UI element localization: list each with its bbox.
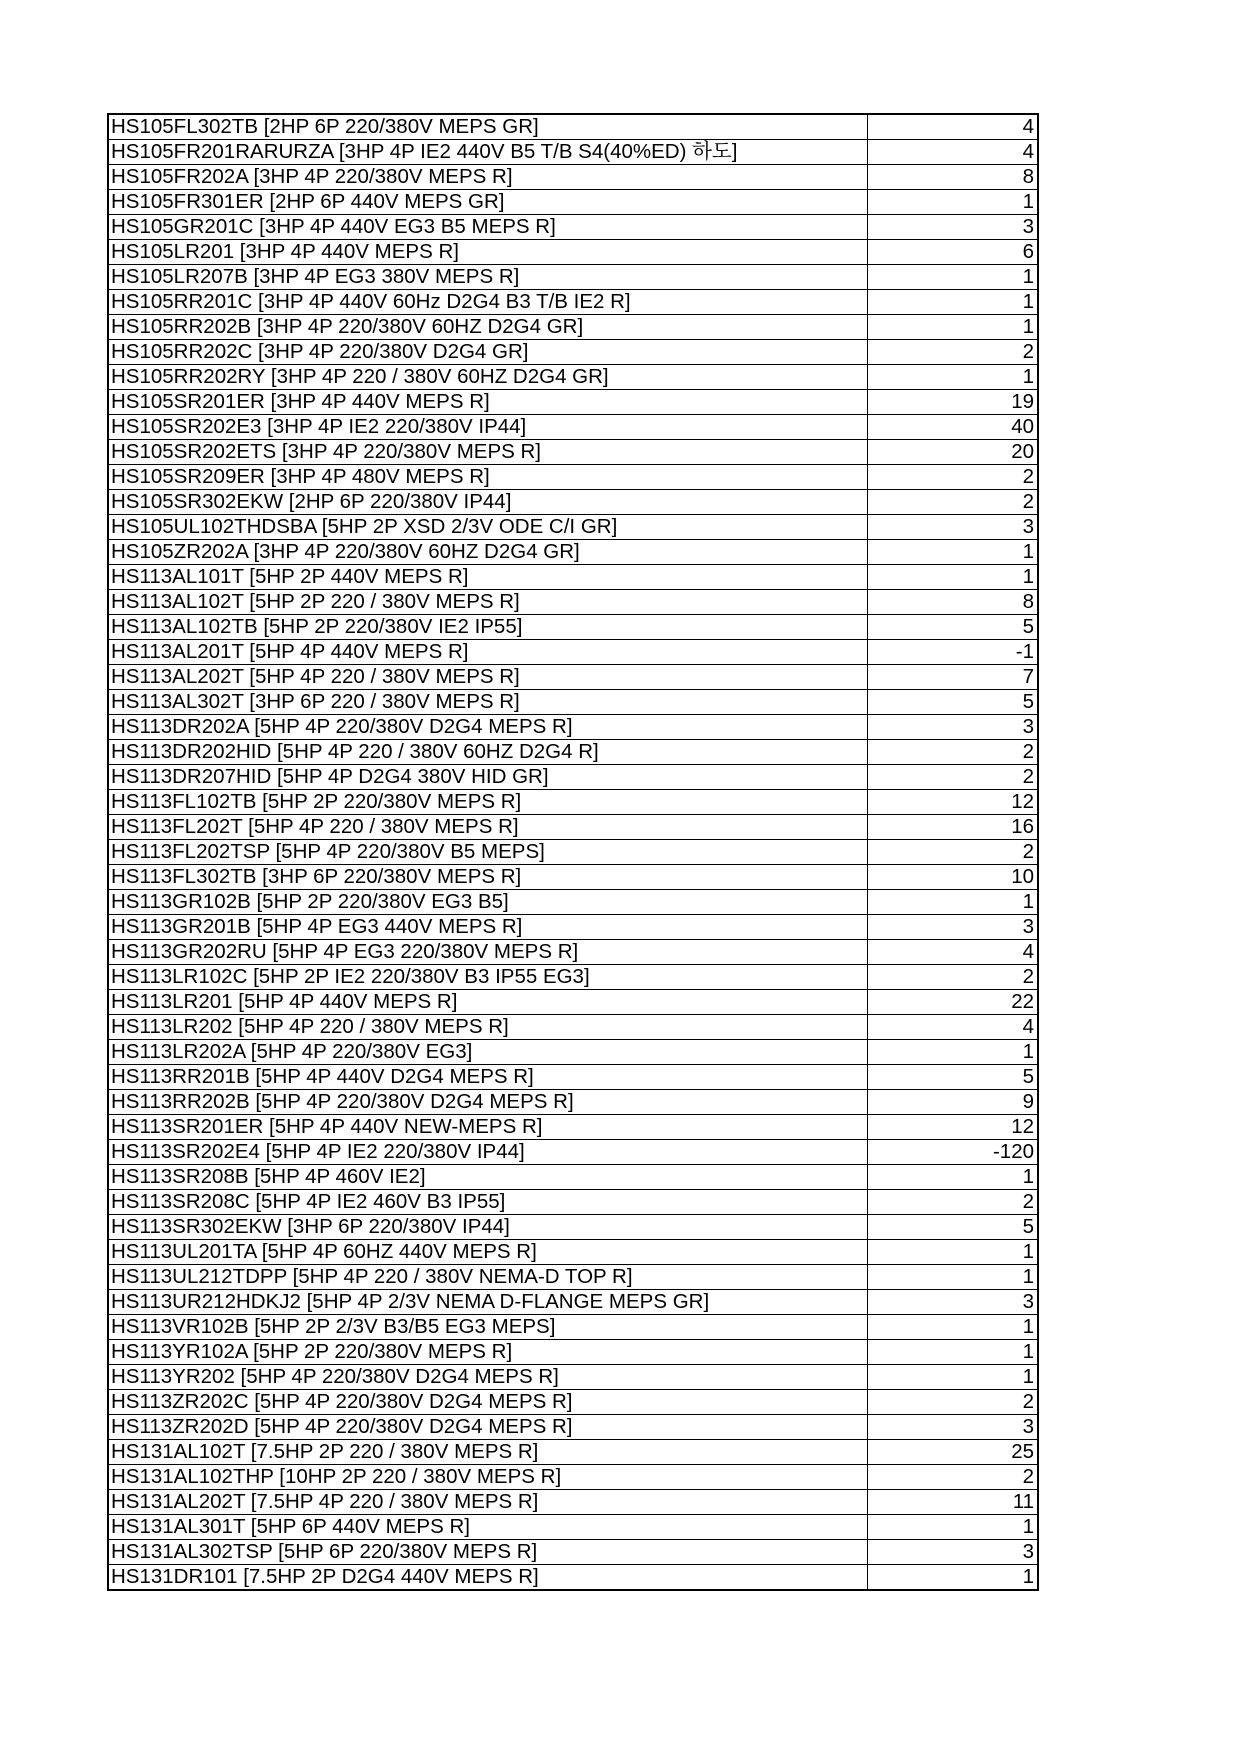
product-description-cell: HS113AL102TB [5HP 2P 220/380V IE2 IP55]	[108, 615, 867, 640]
table-row	[108, 440, 1038, 465]
table-row	[108, 140, 1038, 165]
table-row	[108, 615, 1038, 640]
product-description-cell: HS113RR201B [5HP 4P 440V D2G4 MEPS R]	[108, 1065, 867, 1090]
table-row	[108, 1340, 1038, 1365]
product-description-cell: HS113SR302EKW [3HP 6P 220/380V IP44]	[108, 1215, 867, 1240]
product-description-cell: HS113UL201TA [5HP 4P 60HZ 440V MEPS R]	[108, 1240, 867, 1265]
product-description-cell: HS105SR201ER [3HP 4P 440V MEPS R]	[108, 390, 867, 415]
product-description-cell: HS113LR201 [5HP 4P 440V MEPS R]	[108, 990, 867, 1015]
product-description-cell: HS105LR201 [3HP 4P 440V MEPS R]	[108, 240, 867, 265]
quantity-cell: 20	[867, 440, 1038, 465]
quantity-cell: 1	[867, 1040, 1038, 1065]
product-description-cell: HS105SR202ETS [3HP 4P 220/380V MEPS R]	[108, 440, 867, 465]
table-row	[108, 665, 1038, 690]
quantity-cell: 16	[867, 815, 1038, 840]
product-description-cell: HS131AL301T [5HP 6P 440V MEPS R]	[108, 1515, 867, 1540]
table-row	[108, 415, 1038, 440]
quantity-cell: 1	[867, 265, 1038, 290]
product-description-cell: HS105RR202B [3HP 4P 220/380V 60HZ D2G4 GR]	[108, 315, 867, 340]
quantity-cell: 4	[867, 114, 1038, 140]
table-row	[108, 1490, 1038, 1515]
table-row	[108, 114, 1038, 140]
quantity-cell: 2	[867, 765, 1038, 790]
table-row	[108, 965, 1038, 990]
table-row	[108, 490, 1038, 515]
quantity-cell: 1	[867, 1340, 1038, 1365]
table-row	[108, 1440, 1038, 1465]
product-description-cell: HS105RR202RY [3HP 4P 220 / 380V 60HZ D2G4 GR]	[108, 365, 867, 390]
table-row	[108, 465, 1038, 490]
table-row	[108, 1190, 1038, 1215]
quantity-cell: 3	[867, 215, 1038, 240]
table-row	[108, 1565, 1038, 1591]
table-row	[108, 765, 1038, 790]
table-row	[108, 740, 1038, 765]
table-row	[108, 840, 1038, 865]
quantity-cell: 2	[867, 490, 1038, 515]
table-row	[108, 290, 1038, 315]
product-description-cell: HS105FR201RARURZA [3HP 4P IE2 440V B5 T/B S4(40%ED) 하도]	[108, 140, 867, 165]
quantity-cell: 1	[867, 315, 1038, 340]
inventory-table	[107, 113, 1039, 1591]
product-description-cell: HS113SR201ER [5HP 4P 440V NEW-MEPS R]	[108, 1115, 867, 1140]
product-description-cell: HS105FR202A [3HP 4P 220/380V MEPS R]	[108, 165, 867, 190]
table-row	[108, 190, 1038, 215]
quantity-cell: 9	[867, 1090, 1038, 1115]
table-row	[108, 1140, 1038, 1165]
table-row	[108, 1265, 1038, 1290]
quantity-cell: 10	[867, 865, 1038, 890]
quantity-cell: 40	[867, 415, 1038, 440]
table-row	[108, 1240, 1038, 1265]
product-description-cell: HS113GR202RU [5HP 4P EG3 220/380V MEPS R]	[108, 940, 867, 965]
quantity-cell: 2	[867, 965, 1038, 990]
product-description-cell: HS105RR202C [3HP 4P 220/380V D2G4 GR]	[108, 340, 867, 365]
quantity-cell: 25	[867, 1440, 1038, 1465]
product-description-cell: HS113DR207HID [5HP 4P D2G4 380V HID GR]	[108, 765, 867, 790]
table-row	[108, 565, 1038, 590]
product-description-cell: HS105UL102THDSBA [5HP 2P XSD 2/3V ODE C/I GR]	[108, 515, 867, 540]
quantity-cell: 2	[867, 1390, 1038, 1415]
table-row	[108, 165, 1038, 190]
table-row	[108, 815, 1038, 840]
product-description-cell: HS113SR202E4 [5HP 4P IE2 220/380V IP44]	[108, 1140, 867, 1165]
quantity-cell: 3	[867, 1290, 1038, 1315]
table-row	[108, 1290, 1038, 1315]
quantity-cell: 2	[867, 1465, 1038, 1490]
table-row	[108, 865, 1038, 890]
table-row	[108, 1540, 1038, 1565]
quantity-cell: 3	[867, 1415, 1038, 1440]
quantity-cell: 2	[867, 740, 1038, 765]
quantity-cell: 3	[867, 515, 1038, 540]
table-row	[108, 940, 1038, 965]
table-row	[108, 1415, 1038, 1440]
quantity-cell: 4	[867, 940, 1038, 965]
product-description-cell: HS113GR201B [5HP 4P EG3 440V MEPS R]	[108, 915, 867, 940]
product-description-cell: HS113FL202TSP [5HP 4P 220/380V B5 MEPS]	[108, 840, 867, 865]
table-row	[108, 1215, 1038, 1240]
product-description-cell: HS113LR202 [5HP 4P 220 / 380V MEPS R]	[108, 1015, 867, 1040]
table-row	[108, 990, 1038, 1015]
product-description-cell: HS113DR202HID [5HP 4P 220 / 380V 60HZ D2G4 R]	[108, 740, 867, 765]
product-description-cell: HS113UL212TDPP [5HP 4P 220 / 380V NEMA-D TOP R]	[108, 1265, 867, 1290]
product-description-cell: HS113UR212HDKJ2 [5HP 4P 2/3V NEMA D-FLANGE MEPS GR]	[108, 1290, 867, 1315]
product-description-cell: HS113AL201T [5HP 4P 440V MEPS R]	[108, 640, 867, 665]
product-description-cell: HS113GR102B [5HP 2P 220/380V EG3 B5]	[108, 890, 867, 915]
quantity-cell: 3	[867, 715, 1038, 740]
quantity-cell: 2	[867, 840, 1038, 865]
product-description-cell: HS113RR202B [5HP 4P 220/380V D2G4 MEPS R]	[108, 1090, 867, 1115]
product-description-cell: HS113LR202A [5HP 4P 220/380V EG3]	[108, 1040, 867, 1065]
table-row	[108, 1465, 1038, 1490]
table-row	[108, 315, 1038, 340]
table-row	[108, 540, 1038, 565]
table-row	[108, 265, 1038, 290]
table-row	[108, 590, 1038, 615]
table-row	[108, 690, 1038, 715]
product-description-cell: HS105SR209ER [3HP 4P 480V MEPS R]	[108, 465, 867, 490]
quantity-cell: 1	[867, 1240, 1038, 1265]
quantity-cell: -1	[867, 640, 1038, 665]
quantity-cell: 22	[867, 990, 1038, 1015]
table-row	[108, 1040, 1038, 1065]
product-description-cell: HS105SR202E3 [3HP 4P IE2 220/380V IP44]	[108, 415, 867, 440]
table-row	[108, 515, 1038, 540]
quantity-cell: 1	[867, 1165, 1038, 1190]
product-description-cell: HS105LR207B [3HP 4P EG3 380V MEPS R]	[108, 265, 867, 290]
product-description-cell: HS113ZR202D [5HP 4P 220/380V D2G4 MEPS R]	[108, 1415, 867, 1440]
table-row	[108, 1015, 1038, 1040]
table-row	[108, 390, 1038, 415]
table-row	[108, 340, 1038, 365]
quantity-cell: 5	[867, 1215, 1038, 1240]
quantity-cell: 1	[867, 565, 1038, 590]
table-row	[108, 1065, 1038, 1090]
quantity-cell: 6	[867, 240, 1038, 265]
product-description-cell: HS105FL302TB [2HP 6P 220/380V MEPS GR]	[108, 114, 867, 140]
table-row	[108, 790, 1038, 815]
product-description-cell: HS105GR201C [3HP 4P 440V EG3 B5 MEPS R]	[108, 215, 867, 240]
quantity-cell: 1	[867, 1365, 1038, 1390]
product-description-cell: HS105SR302EKW [2HP 6P 220/380V IP44]	[108, 490, 867, 515]
product-description-cell: HS113SR208C [5HP 4P IE2 460V B3 IP55]	[108, 1190, 867, 1215]
product-description-cell: HS113LR102C [5HP 2P IE2 220/380V B3 IP55 EG3]	[108, 965, 867, 990]
quantity-cell: 2	[867, 340, 1038, 365]
product-description-cell: HS131AL102THP [10HP 2P 220 / 380V MEPS R]	[108, 1465, 867, 1490]
quantity-cell: 5	[867, 690, 1038, 715]
table-row	[108, 1390, 1038, 1415]
table-row	[108, 240, 1038, 265]
quantity-cell: 19	[867, 390, 1038, 415]
product-description-cell: HS105FR301ER [2HP 6P 440V MEPS GR]	[108, 190, 867, 215]
product-description-cell: HS113ZR202C [5HP 4P 220/380V D2G4 MEPS R]	[108, 1390, 867, 1415]
quantity-cell: 2	[867, 465, 1038, 490]
quantity-cell: 1	[867, 290, 1038, 315]
quantity-cell: 1	[867, 540, 1038, 565]
table-row	[108, 1365, 1038, 1390]
table-row	[108, 1115, 1038, 1140]
table-row	[108, 365, 1038, 390]
quantity-cell: 12	[867, 790, 1038, 815]
quantity-cell: 1	[867, 1265, 1038, 1290]
table-row	[108, 215, 1038, 240]
quantity-cell: 4	[867, 1015, 1038, 1040]
table-row	[108, 1090, 1038, 1115]
quantity-cell: 5	[867, 615, 1038, 640]
table-row	[108, 1165, 1038, 1190]
inventory-table-body	[108, 114, 1038, 1590]
quantity-cell: 7	[867, 665, 1038, 690]
quantity-cell: -120	[867, 1140, 1038, 1165]
quantity-cell: 1	[867, 1315, 1038, 1340]
quantity-cell: 11	[867, 1490, 1038, 1515]
product-description-cell: HS105ZR202A [3HP 4P 220/380V 60HZ D2G4 GR]	[108, 540, 867, 565]
product-description-cell: HS105RR201C [3HP 4P 440V 60Hz D2G4 B3 T/B IE2 R]	[108, 290, 867, 315]
product-description-cell: HS113AL302T [3HP 6P 220 / 380V MEPS R]	[108, 690, 867, 715]
quantity-cell: 3	[867, 915, 1038, 940]
quantity-cell: 1	[867, 890, 1038, 915]
quantity-cell: 8	[867, 590, 1038, 615]
quantity-cell: 2	[867, 1190, 1038, 1215]
product-description-cell: HS113YR202 [5HP 4P 220/380V D2G4 MEPS R]	[108, 1365, 867, 1390]
product-description-cell: HS113AL101T [5HP 2P 440V MEPS R]	[108, 565, 867, 590]
table-row	[108, 640, 1038, 665]
quantity-cell: 1	[867, 365, 1038, 390]
product-description-cell: HS113YR102A [5HP 2P 220/380V MEPS R]	[108, 1340, 867, 1365]
table-row	[108, 1515, 1038, 1540]
product-description-cell: HS113AL202T [5HP 4P 220 / 380V MEPS R]	[108, 665, 867, 690]
product-description-cell: HS113VR102B [5HP 2P 2/3V B3/B5 EG3 MEPS]	[108, 1315, 867, 1340]
quantity-cell: 12	[867, 1115, 1038, 1140]
quantity-cell: 8	[867, 165, 1038, 190]
product-description-cell: HS113FL302TB [3HP 6P 220/380V MEPS R]	[108, 865, 867, 890]
table-row	[108, 715, 1038, 740]
product-description-cell: HS113DR202A [5HP 4P 220/380V D2G4 MEPS R]	[108, 715, 867, 740]
quantity-cell: 1	[867, 1565, 1038, 1591]
product-description-cell: HS113SR208B [5HP 4P 460V IE2]	[108, 1165, 867, 1190]
product-description-cell: HS131DR101 [7.5HP 2P D2G4 440V MEPS R]	[108, 1565, 867, 1591]
table-row	[108, 1315, 1038, 1340]
product-description-cell: HS113FL102TB [5HP 2P 220/380V MEPS R]	[108, 790, 867, 815]
quantity-cell: 1	[867, 190, 1038, 215]
product-description-cell: HS131AL202T [7.5HP 4P 220 / 380V MEPS R]	[108, 1490, 867, 1515]
table-row	[108, 890, 1038, 915]
quantity-cell: 3	[867, 1540, 1038, 1565]
product-description-cell: HS113FL202T [5HP 4P 220 / 380V MEPS R]	[108, 815, 867, 840]
product-description-cell: HS131AL302TSP [5HP 6P 220/380V MEPS R]	[108, 1540, 867, 1565]
quantity-cell: 4	[867, 140, 1038, 165]
product-description-cell: HS131AL102T [7.5HP 2P 220 / 380V MEPS R]	[108, 1440, 867, 1465]
quantity-cell: 5	[867, 1065, 1038, 1090]
quantity-cell: 1	[867, 1515, 1038, 1540]
table-row	[108, 915, 1038, 940]
product-description-cell: HS113AL102T [5HP 2P 220 / 380V MEPS R]	[108, 590, 867, 615]
